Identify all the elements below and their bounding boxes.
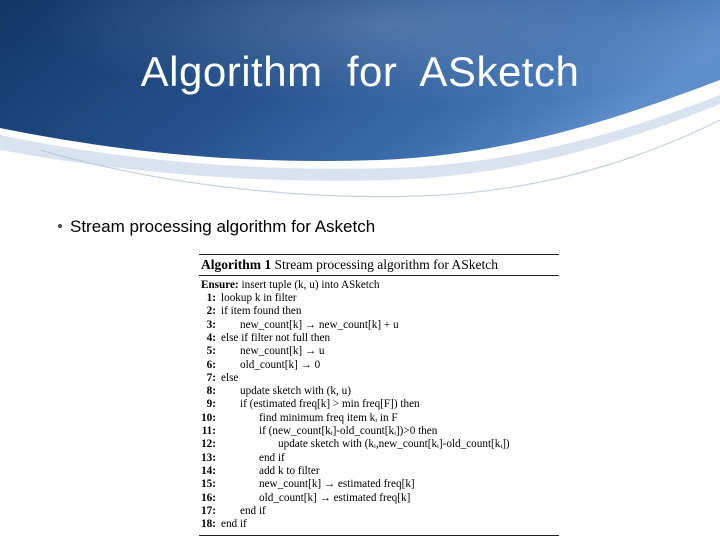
bullet-icon bbox=[58, 224, 62, 228]
line-number: 8: bbox=[206, 385, 216, 398]
line-code: else if filter not full then bbox=[221, 331, 331, 344]
algorithm-line bbox=[199, 492, 559, 505]
line-code: update sketch with (kᵢ,new_count[kᵢ]-old_count[kᵢ]) bbox=[278, 438, 510, 451]
line-number: 7: bbox=[206, 371, 216, 384]
ensure-label: Ensure: bbox=[201, 279, 239, 291]
line-number: 1: bbox=[206, 292, 216, 304]
line-code: new_count[k] → new_count[k] + u bbox=[240, 318, 399, 331]
line-code: old_count[k] → estimated freq[k] bbox=[259, 491, 411, 504]
line-number: 18: bbox=[201, 518, 216, 531]
line-code: old_count[k] → 0 bbox=[240, 358, 321, 371]
algorithm-line bbox=[199, 385, 559, 398]
line-code: if item found then bbox=[221, 305, 302, 318]
algorithm-line bbox=[199, 305, 559, 318]
caption-rule bbox=[199, 275, 559, 276]
line-code: new_count[k] → u bbox=[240, 345, 325, 358]
line-code: else bbox=[221, 371, 239, 384]
line-number: 16: bbox=[201, 491, 216, 504]
line-code: update sketch with (k, u) bbox=[240, 385, 351, 398]
algorithm-line bbox=[199, 425, 559, 438]
line-code: lookup k in filter bbox=[221, 292, 297, 304]
bullet-item bbox=[58, 217, 375, 237]
line-code: add k to filter bbox=[259, 464, 320, 477]
line-number: 13: bbox=[201, 451, 216, 464]
ensure-text: insert tuple (k, u) into ASketch bbox=[241, 279, 380, 291]
line-number: 12: bbox=[201, 438, 216, 451]
algorithm-line bbox=[199, 465, 559, 478]
line-number: 9: bbox=[206, 398, 216, 411]
algorithm-line bbox=[199, 319, 559, 332]
algorithm-line bbox=[199, 412, 559, 425]
line-number: 15: bbox=[201, 478, 216, 491]
line-number: 4: bbox=[206, 331, 216, 344]
algorithm-caption-text: Stream processing algorithm for ASketch bbox=[274, 257, 498, 272]
bullet-text: Stream processing algorithm for Asketch bbox=[70, 217, 376, 236]
ensure-line bbox=[199, 279, 559, 292]
bottom-rule bbox=[199, 535, 559, 536]
algorithm-line bbox=[199, 292, 559, 305]
line-number: 10: bbox=[201, 411, 216, 424]
line-number: 2: bbox=[206, 305, 216, 318]
line-code: find minimum freq item kᵢ in F bbox=[259, 411, 398, 424]
line-number: 14: bbox=[201, 464, 216, 477]
algorithm-line bbox=[199, 518, 559, 531]
algorithm-line bbox=[199, 359, 559, 372]
algorithm-line bbox=[199, 478, 559, 491]
line-number: 11: bbox=[201, 425, 216, 437]
line-code: if (estimated freq[k] > min freq[F]) then bbox=[240, 398, 420, 411]
line-code: end if bbox=[240, 504, 266, 517]
slide-title: Algorithm for ASketch bbox=[140, 48, 580, 95]
algorithm-line bbox=[199, 332, 559, 345]
algorithm-line bbox=[199, 438, 559, 451]
line-number: 3: bbox=[206, 318, 216, 331]
algorithm-box bbox=[199, 254, 559, 536]
line-code: new_count[k] → estimated freq[k] bbox=[259, 478, 415, 491]
top-rule bbox=[199, 254, 559, 255]
algorithm-line bbox=[199, 345, 559, 358]
header-background bbox=[0, 0, 720, 220]
line-code: end if bbox=[259, 451, 285, 464]
algorithm-line bbox=[199, 452, 559, 465]
algorithm-line bbox=[199, 398, 559, 411]
line-number: 6: bbox=[206, 358, 216, 371]
algorithm-label: Algorithm 1 bbox=[201, 257, 272, 272]
line-code: if (new_count[kᵢ]-old_count[kᵢ])>0 then bbox=[259, 425, 438, 437]
algorithm-caption bbox=[201, 257, 498, 273]
algorithm-line bbox=[199, 372, 559, 385]
line-number: 5: bbox=[206, 345, 216, 358]
line-code: end if bbox=[221, 518, 247, 531]
line-number: 17: bbox=[201, 504, 216, 517]
algorithm-line bbox=[199, 505, 559, 518]
